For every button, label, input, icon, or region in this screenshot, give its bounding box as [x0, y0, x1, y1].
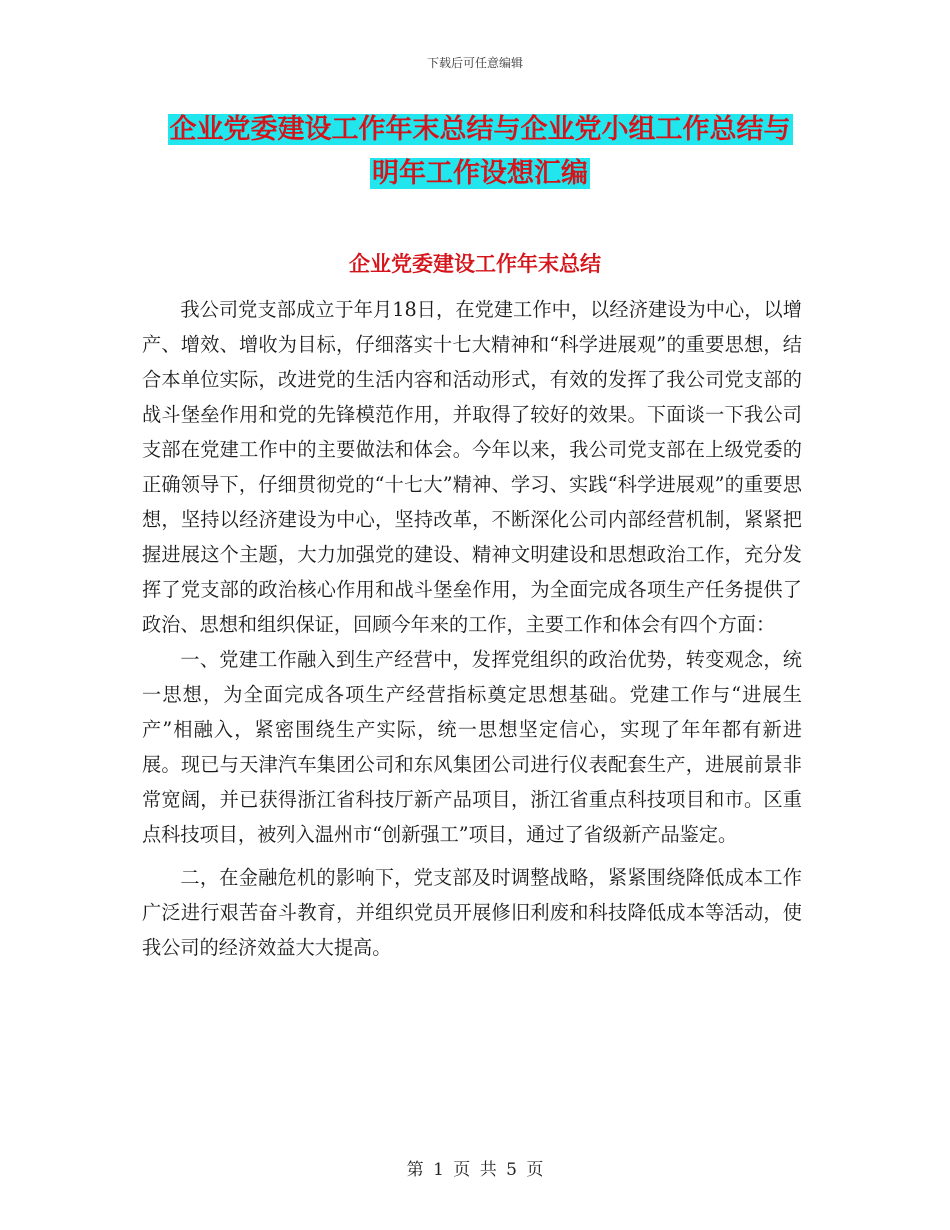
document-title: [140, 108, 820, 196]
paragraph-intro: 我公司党支部成立于年月18日，在党建工作中，以经济建设为中心，以增产、增效、增收为目标，仔细落实十七大精神和“科学进展观”的重要思想，结合本单位实际，改进党的生活内容和活动形式，有效的发挥了我公司党支部的战斗堡垒作用和党的先锋模范作用，并取得了较好的效果。下面谈一下我公司支部在党建工作中的主要做法和体会。今年以来，我公司党支部在上级党委的正确领导下，仔细贯彻党的“十七大”精神、学习、实践“科学进展观”的重要思想，坚持以经济建设为中心，坚持改革，不断深化公司内部经营机制，紧紧把握进展这个主题，大力加强党的建设、精神文明建设和思想政治工作，充分发挥了党支部的政治核心作用和战斗堡垒作用，为全面完成各项生产任务提供了政治、思想和组织保证，回顾今年来的工作，主要工作和体会有四个方面：: [142, 298, 802, 636]
title-line-1: 企业党委建设工作年末总结与企业党小组工作总结与: [169, 114, 791, 145]
document-body: [142, 292, 802, 965]
page-number-footer: 第 1 页 共 5 页: [406, 1160, 544, 1180]
paragraph-point-1: 一、党建工作融入到生产经营中，发挥党组织的政治优势，转变观念，统一思想，为全面完成各项生产经营指标奠定思想基础。党建工作与“进展生产”相融入，紧密围绕生产实际，统一思想坚定信心，实现了年年都有新进展。现已与天津汽车集团公司和东风集团公司进行仪表配套生产，进展前景非常宽阔，并已获得浙江省科技厅新产品项目，浙江省重点科技项目和市。区重点科技项目，被列入温州市“创新强工”项目，通过了省级新产品鉴定。: [142, 648, 802, 846]
paragraph-point-2: 二，在金融危机的影响下，党支部及时调整战略，紧紧围绕降低成本工作广泛进行艰苦奋斗教育，并组织党员开展修旧利废和科技降低成本等活动，使我公司的经济效益大大提高。: [142, 866, 802, 959]
title-line-2: 明年工作设想汇编: [372, 158, 588, 189]
section-title: 企业党委建设工作年末总结: [349, 252, 601, 276]
header-note: 下载后可任意编辑: [426, 56, 523, 70]
